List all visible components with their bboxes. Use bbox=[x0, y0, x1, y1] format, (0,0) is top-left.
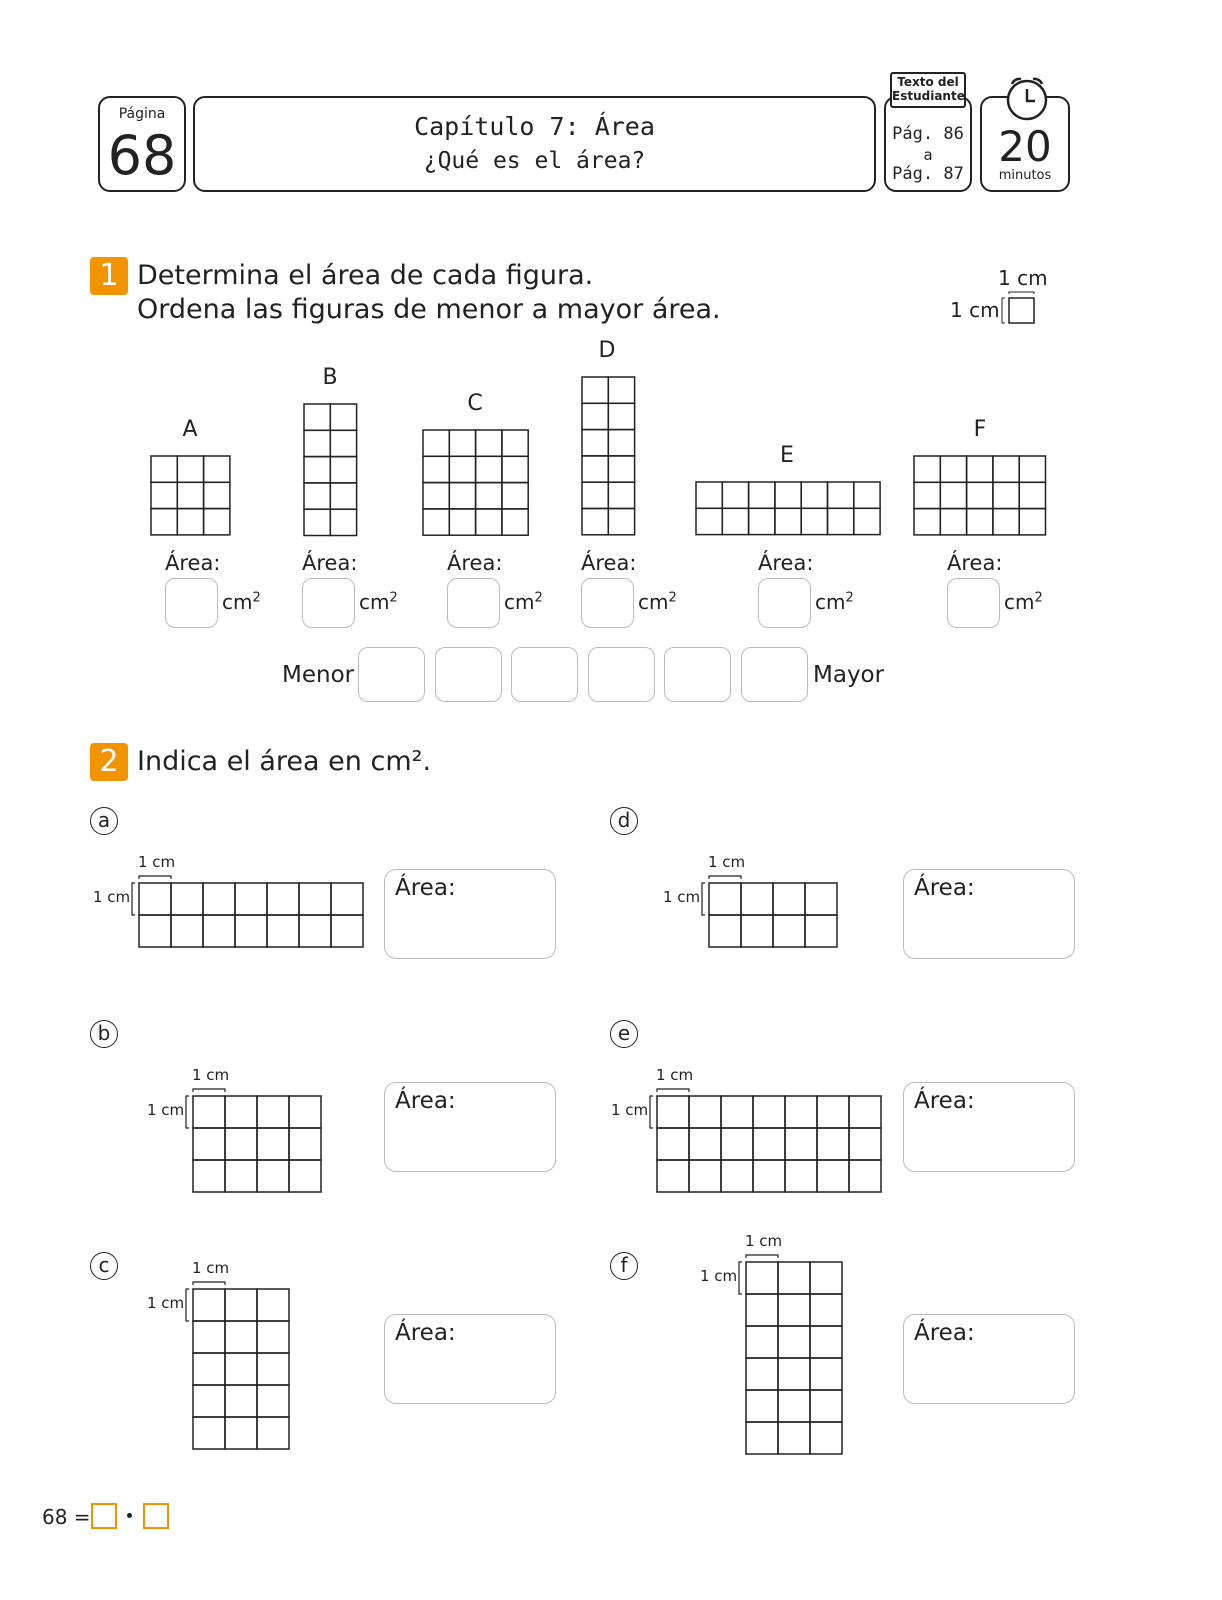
grid-cell bbox=[304, 456, 330, 482]
scale-bracket bbox=[648, 1087, 708, 1147]
grid-cell bbox=[749, 482, 775, 508]
grid-cell bbox=[289, 1160, 321, 1192]
unit-label bbox=[638, 590, 677, 614]
grid-cell bbox=[193, 1385, 225, 1417]
scale-vertical-label: 1 cm bbox=[611, 1101, 649, 1119]
grid-cell bbox=[225, 1417, 257, 1449]
grid-cell bbox=[235, 883, 267, 915]
grid-cell bbox=[151, 456, 177, 482]
grid-cell bbox=[304, 509, 330, 535]
scale-horizontal-label: 1 cm bbox=[192, 1066, 230, 1084]
chapter-title-box bbox=[193, 96, 876, 192]
scale-vertical-label: 1 cm bbox=[147, 1294, 185, 1312]
grid-cell bbox=[582, 509, 608, 535]
grid-cell bbox=[753, 1096, 785, 1128]
time-box bbox=[980, 96, 1070, 192]
area-label: Área: bbox=[395, 1320, 456, 1346]
area-label: Área: bbox=[395, 1088, 456, 1114]
unit-label bbox=[504, 590, 543, 614]
grid-cell bbox=[177, 456, 203, 482]
scale-bracket bbox=[700, 874, 760, 934]
grid-cell bbox=[304, 404, 330, 430]
grid-cell bbox=[993, 482, 1019, 508]
grid-cell bbox=[753, 1128, 785, 1160]
scale-vertical-label: 1 cm bbox=[663, 888, 701, 906]
grid-cell bbox=[810, 1294, 842, 1326]
grid-cell bbox=[257, 1096, 289, 1128]
grid-cell bbox=[267, 915, 299, 947]
footer-dot bbox=[127, 1513, 132, 1518]
scale-bracket bbox=[737, 1253, 797, 1313]
grid-cell bbox=[721, 1096, 753, 1128]
area-label: Área: bbox=[914, 1320, 975, 1346]
grid-cell bbox=[193, 1353, 225, 1385]
textbook-reference-box bbox=[884, 75, 972, 192]
area-answer-box[interactable] bbox=[903, 1314, 1075, 1404]
scale-horizontal-label: 1 cm bbox=[998, 266, 1048, 290]
figure-grid bbox=[581, 376, 636, 536]
order-box[interactable] bbox=[741, 647, 808, 702]
unit-label bbox=[1004, 590, 1043, 614]
grid-cell bbox=[289, 1128, 321, 1160]
grid-cell bbox=[257, 1289, 289, 1321]
grid-cell bbox=[225, 1160, 257, 1192]
area-label: Área: bbox=[447, 551, 503, 575]
exercise-2-instruction: Indica el área en cm². bbox=[137, 746, 432, 777]
unit-text: cm bbox=[1004, 590, 1035, 614]
grid-cell bbox=[914, 456, 940, 482]
item-letter: c bbox=[90, 1252, 118, 1280]
grid-cell bbox=[204, 456, 230, 482]
grid-cell bbox=[1019, 456, 1045, 482]
grid-cell bbox=[193, 1160, 225, 1192]
item-letter: a bbox=[90, 807, 118, 835]
grid-cell bbox=[849, 1128, 881, 1160]
grid-cell bbox=[721, 1160, 753, 1192]
area-answer-box[interactable] bbox=[384, 1082, 556, 1172]
grid-cell bbox=[940, 482, 966, 508]
grid-cell bbox=[849, 1160, 881, 1192]
chapter-subtitle: ¿Qué es el área? bbox=[423, 148, 646, 174]
figure-grid bbox=[695, 481, 881, 536]
grid-cell bbox=[746, 1422, 778, 1454]
area-input[interactable] bbox=[581, 578, 634, 628]
area-input[interactable] bbox=[302, 578, 355, 628]
grid-cell bbox=[330, 482, 356, 508]
grid-cell bbox=[785, 1096, 817, 1128]
grid-cell bbox=[423, 430, 449, 456]
grid-cell bbox=[778, 1358, 810, 1390]
grid-cell bbox=[967, 509, 993, 535]
grid-cell bbox=[993, 456, 1019, 482]
grid-cell bbox=[177, 509, 203, 535]
item-letter: e bbox=[610, 1020, 638, 1048]
area-answer-box[interactable] bbox=[903, 869, 1075, 959]
item-letter: b bbox=[90, 1020, 118, 1048]
grid-cell bbox=[785, 1160, 817, 1192]
grid-cell bbox=[235, 915, 267, 947]
grid-cell bbox=[854, 509, 880, 535]
order-max-label: Mayor bbox=[813, 662, 885, 688]
grid-cell bbox=[657, 1160, 689, 1192]
unit-label bbox=[222, 590, 261, 614]
grid-cell bbox=[304, 482, 330, 508]
area-label: Área: bbox=[947, 551, 1003, 575]
grid-cell bbox=[267, 883, 299, 915]
grid-cell bbox=[330, 456, 356, 482]
grid-cell bbox=[753, 1160, 785, 1192]
unit-superscript: 2 bbox=[534, 590, 543, 606]
grid-cell bbox=[423, 509, 449, 535]
textbook-to: Pág. 87 bbox=[892, 164, 964, 184]
grid-cell bbox=[608, 430, 634, 456]
grid-cell bbox=[299, 883, 331, 915]
scale-vertical-label: 1 cm bbox=[700, 1267, 738, 1285]
unit-superscript: 2 bbox=[252, 590, 261, 606]
area-answer-box[interactable] bbox=[903, 1082, 1075, 1172]
grid-cell bbox=[582, 377, 608, 403]
area-label: Área: bbox=[581, 551, 637, 575]
item-letter: f bbox=[610, 1252, 638, 1280]
order-box[interactable] bbox=[511, 647, 578, 702]
grid-cell bbox=[608, 482, 634, 508]
grid-cell bbox=[722, 482, 748, 508]
grid-cell bbox=[331, 883, 363, 915]
grid-cell bbox=[940, 509, 966, 535]
scale-bracket bbox=[184, 1280, 244, 1340]
grid-cell bbox=[423, 482, 449, 508]
figure-letter: F bbox=[973, 417, 987, 443]
area-label: Área: bbox=[914, 875, 975, 901]
grid-cell bbox=[502, 430, 528, 456]
grid-cell bbox=[582, 403, 608, 429]
order-box[interactable] bbox=[435, 647, 502, 702]
grid-cell bbox=[225, 1385, 257, 1417]
grid-cell bbox=[967, 456, 993, 482]
grid-cell bbox=[967, 482, 993, 508]
grid-cell bbox=[778, 1422, 810, 1454]
scale-horizontal-label: 1 cm bbox=[138, 853, 176, 871]
figure-letter: E bbox=[780, 443, 794, 469]
grid-cell bbox=[502, 456, 528, 482]
unit-text: cm bbox=[359, 590, 390, 614]
grid-cell bbox=[582, 456, 608, 482]
grid-cell bbox=[330, 509, 356, 535]
time-value: 20 bbox=[998, 122, 1052, 171]
scale-vertical-label: 1 cm bbox=[93, 888, 131, 906]
unit-superscript: 2 bbox=[1034, 590, 1043, 606]
exercise-2-badge: 2 bbox=[90, 743, 128, 781]
exercise-1-line1: Determina el área de cada figura. bbox=[137, 260, 594, 291]
grid-cell bbox=[608, 456, 634, 482]
order-box[interactable] bbox=[664, 647, 731, 702]
grid-cell bbox=[257, 1385, 289, 1417]
grid-cell bbox=[331, 915, 363, 947]
figure-grid bbox=[422, 429, 529, 536]
grid-cell bbox=[1019, 482, 1045, 508]
area-label: Área: bbox=[914, 1088, 975, 1114]
grid-cell bbox=[785, 1128, 817, 1160]
area-label: Área: bbox=[302, 551, 358, 575]
unit-text: cm bbox=[222, 590, 253, 614]
grid-cell bbox=[775, 509, 801, 535]
grid-cell bbox=[993, 509, 1019, 535]
scale-horizontal-label: 1 cm bbox=[745, 1232, 783, 1250]
page-number-box bbox=[98, 96, 186, 192]
grid-cell bbox=[330, 430, 356, 456]
grid-cell bbox=[810, 1262, 842, 1294]
grid-cell bbox=[849, 1096, 881, 1128]
grid-cell bbox=[203, 883, 235, 915]
unit-superscript: 2 bbox=[845, 590, 854, 606]
grid-cell bbox=[746, 1358, 778, 1390]
grid-cell bbox=[449, 456, 475, 482]
area-input[interactable] bbox=[758, 578, 811, 628]
page-label: Página bbox=[118, 106, 166, 122]
area-label: Área: bbox=[758, 551, 814, 575]
grid-cell bbox=[203, 915, 235, 947]
book-icon bbox=[890, 72, 966, 108]
textbook-label-line1: Texto del bbox=[897, 75, 959, 89]
grid-cell bbox=[608, 403, 634, 429]
grid-cell bbox=[608, 377, 634, 403]
scale-bracket bbox=[130, 874, 190, 934]
grid-cell bbox=[151, 482, 177, 508]
grid-cell bbox=[810, 1358, 842, 1390]
scale-vertical-label: 1 cm bbox=[950, 298, 1000, 322]
unit-text: cm bbox=[638, 590, 669, 614]
scale-square bbox=[1000, 290, 1040, 330]
scale-vertical-label: 1 cm bbox=[147, 1101, 185, 1119]
textbook-sep: a bbox=[923, 146, 933, 164]
grid-cell bbox=[817, 1128, 849, 1160]
textbook-from: Pág. 86 bbox=[892, 124, 964, 144]
order-min-label: Menor bbox=[282, 662, 355, 688]
grid-cell bbox=[940, 456, 966, 482]
grid-cell bbox=[721, 1128, 753, 1160]
scale-bracket bbox=[184, 1087, 244, 1147]
area-label: Área: bbox=[165, 551, 221, 575]
grid-cell bbox=[817, 1096, 849, 1128]
area-input[interactable] bbox=[947, 578, 1000, 628]
scale-reference bbox=[940, 266, 1050, 326]
grid-cell bbox=[502, 482, 528, 508]
area-answer-box[interactable] bbox=[384, 869, 556, 959]
grid-cell bbox=[151, 509, 177, 535]
figure-letter: A bbox=[182, 417, 198, 443]
scale-horizontal-label: 1 cm bbox=[192, 1259, 230, 1277]
unit-text: cm bbox=[504, 590, 535, 614]
area-answer-box[interactable] bbox=[384, 1314, 556, 1404]
alarm-clock-icon bbox=[1002, 76, 1052, 122]
grid-cell bbox=[749, 509, 775, 535]
grid-cell bbox=[257, 1353, 289, 1385]
grid-cell bbox=[582, 430, 608, 456]
grid-cell bbox=[778, 1390, 810, 1422]
grid-cell bbox=[476, 430, 502, 456]
grid-cell bbox=[449, 482, 475, 508]
figure-grid bbox=[913, 455, 1047, 536]
figure-letter: C bbox=[467, 390, 483, 416]
grid-cell bbox=[204, 509, 230, 535]
figure-grid bbox=[150, 455, 231, 536]
order-box[interactable] bbox=[588, 647, 655, 702]
area-input[interactable] bbox=[165, 578, 218, 628]
grid-cell bbox=[257, 1160, 289, 1192]
grid-cell bbox=[330, 404, 356, 430]
grid-cell bbox=[773, 883, 805, 915]
grid-cell bbox=[801, 509, 827, 535]
grid-cell bbox=[257, 1417, 289, 1449]
grid-cell bbox=[608, 509, 634, 535]
grid-cell bbox=[449, 430, 475, 456]
footer-answer-box-2[interactable] bbox=[143, 1503, 169, 1529]
grid-cell bbox=[299, 915, 331, 947]
grid-cell bbox=[582, 482, 608, 508]
grid-cell bbox=[257, 1321, 289, 1353]
grid-cell bbox=[810, 1422, 842, 1454]
grid-cell bbox=[805, 883, 837, 915]
unit-superscript: 2 bbox=[668, 590, 677, 606]
exercise-1-line2: Ordena las figuras de menor a mayor área. bbox=[137, 294, 721, 325]
area-input[interactable] bbox=[447, 578, 500, 628]
grid-cell bbox=[854, 482, 880, 508]
footer-answer-box-1[interactable] bbox=[91, 1503, 117, 1529]
grid-cell bbox=[810, 1326, 842, 1358]
page-number: 68 bbox=[107, 124, 177, 187]
grid-cell bbox=[696, 509, 722, 535]
grid-cell bbox=[476, 482, 502, 508]
unit-superscript: 2 bbox=[389, 590, 398, 606]
grid-cell bbox=[746, 1390, 778, 1422]
figure-letter: B bbox=[322, 364, 338, 390]
grid-cell bbox=[204, 482, 230, 508]
grid-cell bbox=[423, 456, 449, 482]
grid-cell bbox=[696, 482, 722, 508]
area-label: Área: bbox=[395, 875, 456, 901]
exercise-1-badge: 1 bbox=[90, 257, 128, 295]
grid-cell bbox=[225, 1353, 257, 1385]
unit-label bbox=[815, 590, 854, 614]
grid-cell bbox=[828, 509, 854, 535]
grid-cell bbox=[773, 915, 805, 947]
item-letter: d bbox=[610, 807, 638, 835]
order-box[interactable] bbox=[358, 647, 425, 702]
chapter-title: Capítulo 7: Área bbox=[414, 112, 655, 141]
figure-letter: D bbox=[598, 338, 616, 364]
grid-cell bbox=[257, 1128, 289, 1160]
grid-cell bbox=[828, 482, 854, 508]
grid-cell bbox=[805, 915, 837, 947]
scale-horizontal-label: 1 cm bbox=[656, 1066, 694, 1084]
grid-cell bbox=[801, 482, 827, 508]
grid-cell bbox=[722, 509, 748, 535]
grid-cell bbox=[304, 430, 330, 456]
grid-cell bbox=[914, 482, 940, 508]
grid-cell bbox=[817, 1160, 849, 1192]
grid-cell bbox=[914, 509, 940, 535]
grid-cell bbox=[810, 1390, 842, 1422]
grid-cell bbox=[289, 1096, 321, 1128]
unit-label bbox=[359, 590, 398, 614]
time-unit: minutos bbox=[998, 168, 1052, 183]
grid-cell bbox=[193, 1417, 225, 1449]
figure-grid bbox=[303, 403, 358, 537]
grid-cell bbox=[502, 509, 528, 535]
grid-cell bbox=[177, 482, 203, 508]
textbook-label-line2: Estudiante bbox=[892, 89, 965, 103]
grid-cell bbox=[775, 482, 801, 508]
grid-cell bbox=[449, 509, 475, 535]
unit-text: cm bbox=[815, 590, 846, 614]
grid-cell bbox=[1019, 509, 1045, 535]
grid-cell bbox=[476, 456, 502, 482]
scale-horizontal-label: 1 cm bbox=[708, 853, 746, 871]
grid-cell bbox=[778, 1326, 810, 1358]
grid-cell bbox=[476, 509, 502, 535]
footer-text: 68 = bbox=[42, 1505, 91, 1529]
grid-cell bbox=[689, 1160, 721, 1192]
grid-cell bbox=[746, 1326, 778, 1358]
